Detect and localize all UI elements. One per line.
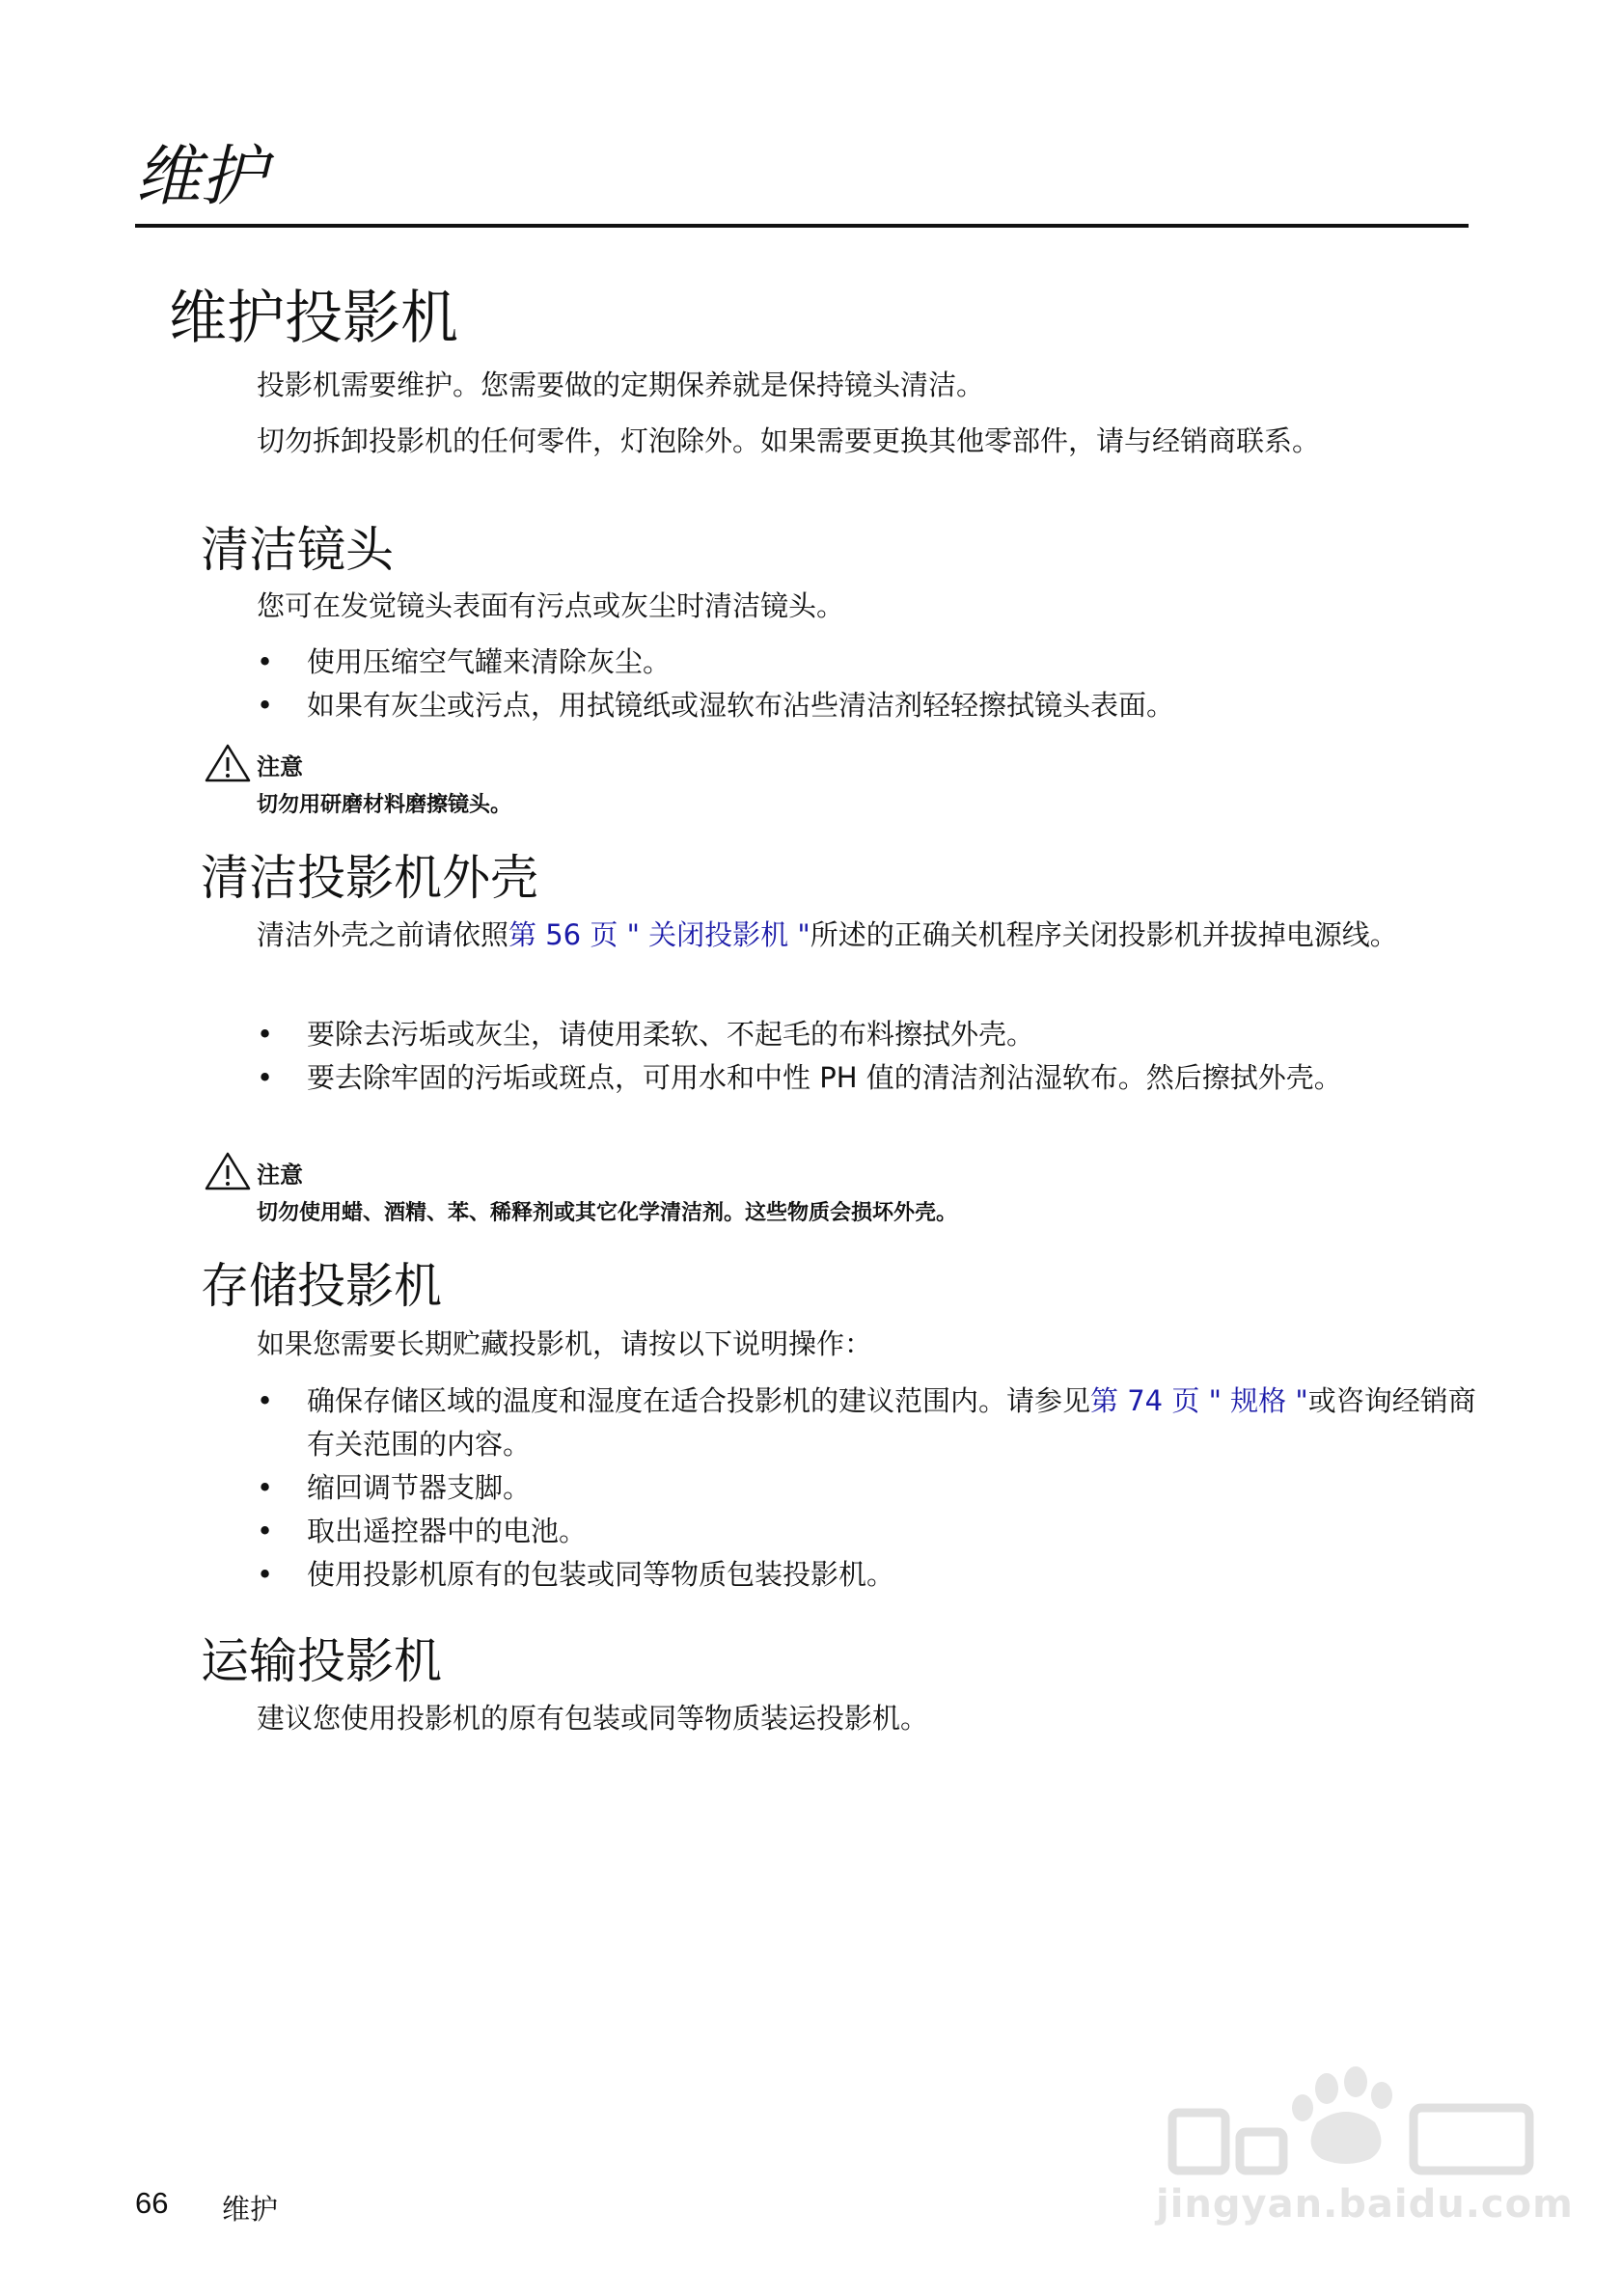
section-title-transport: 运输投影机 (201, 1633, 442, 1689)
paragraph-maintain-2: 切勿拆卸投影机的任何零件，灯泡除外。如果需要更换其他零部件，请与经销商联系。 (257, 424, 1321, 457)
section-title-maintain: 维护投影机 (169, 285, 458, 352)
baidu-paw-icon (1158, 2064, 1544, 2180)
list-clean-case (257, 1013, 1453, 1100)
list-item: • 确保存储区域的温度和湿度在适合投影机的建议范围内。请参见第 74 页 " 规格 "或咨询经销商有关范围的内容。 (257, 1384, 1476, 1461)
section-title-clean-case: 清洁投影机外壳 (201, 850, 538, 906)
chapter-rule (135, 224, 1469, 228)
list-item: • 要除去污垢或灰尘，请使用柔软、不起毛的布料擦拭外壳。 (257, 1018, 1035, 1051)
notice-text-lens: 切勿用研磨材料磨擦镜头。 (257, 793, 512, 817)
notice-label: 注意 (257, 753, 303, 780)
link-page-56[interactable]: 第 56 页 " 关闭投影机 " (508, 918, 810, 951)
warning-triangle-icon (205, 743, 251, 783)
paragraph-maintain-1: 投影机需要维护。您需要做的定期保养就是保持镜头清洁。 (257, 369, 985, 401)
paragraph-clean-lens: 您可在发觉镜头表面有污点或灰尘时清洁镜头。 (257, 589, 845, 622)
list-item: • 取出遥控器中的电池。 (257, 1515, 588, 1547)
list-item: • 使用压缩空气罐来清除灰尘。 (257, 645, 672, 678)
paragraph-storage: 如果您需要长期贮藏投影机，请按以下说明操作： (257, 1327, 873, 1360)
paragraph-clean-case: 清洁外壳之前请依照第 56 页 " 关闭投影机 "所述的正确关机程序关闭投影机并拔掉电源线。 (257, 918, 1398, 951)
notice-label: 注意 (257, 1162, 303, 1189)
list-storage (257, 1380, 1482, 1597)
section-title-storage: 存储投影机 (201, 1258, 442, 1314)
link-page-74[interactable]: 第 74 页 " 规格 " (1090, 1384, 1308, 1417)
list-item: • 使用投影机原有的包装或同等物质包装投影机。 (257, 1558, 895, 1591)
notice-text-case: 切勿使用蜡、酒精、苯、稀释剂或其它化学清洁剂。这些物质会损坏外壳。 (257, 1201, 958, 1225)
chapter-title: 维护 (135, 139, 267, 215)
footer-label: 维护 (222, 2193, 279, 2226)
list-item: • 缩回调节器支脚。 (257, 1471, 532, 1504)
section-title-clean-lens: 清洁镜头 (201, 522, 394, 578)
page-number: 66 (135, 2186, 169, 2220)
list-item: • 如果有灰尘或污点，用拭镜纸或湿软布沾些清洁剂轻轻擦拭镜头表面。 (257, 689, 1175, 722)
list-clean-lens (257, 641, 1472, 727)
list-item: • 要去除牢固的污垢或斑点，可用水和中性 PH 值的清洁剂沾湿软布。然后擦拭外壳。 (257, 1061, 1342, 1094)
paragraph-transport: 建议您使用投影机的原有包装或同等物质装运投影机。 (257, 1702, 929, 1735)
watermark-url: jingyan.baidu.com (1156, 2182, 1574, 2227)
warning-triangle-icon (205, 1151, 251, 1191)
